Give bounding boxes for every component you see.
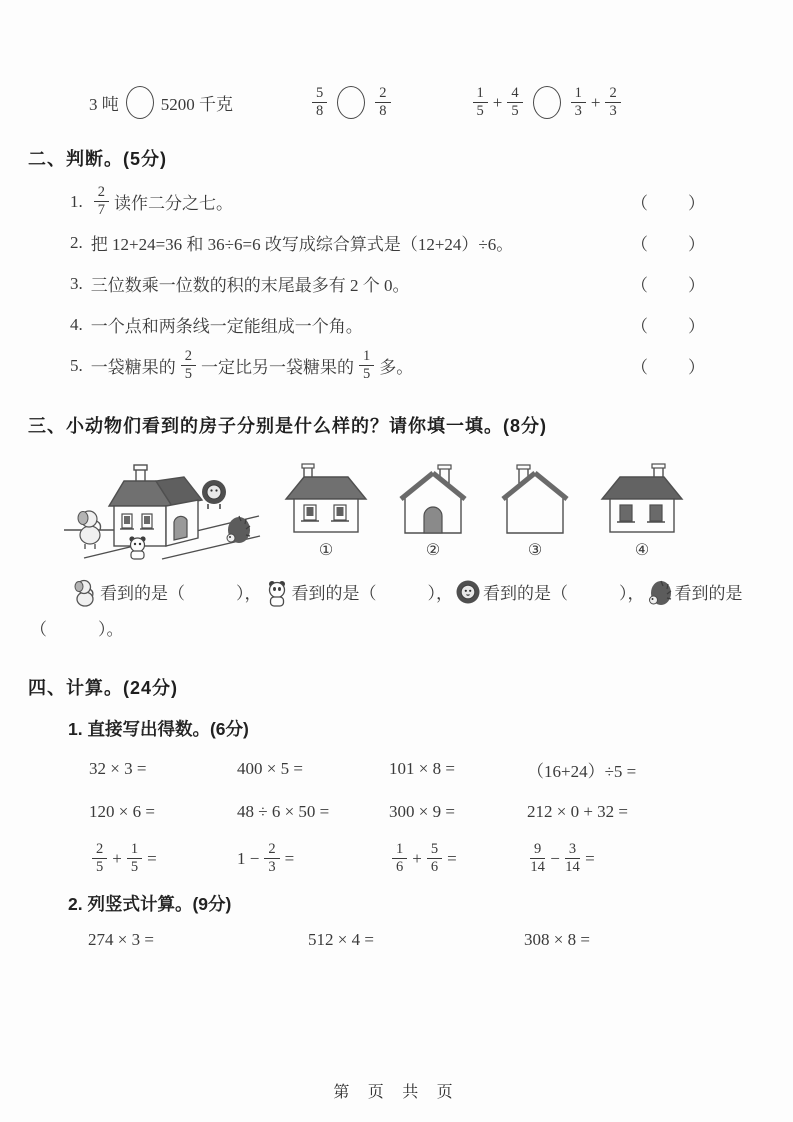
lion-icon	[453, 584, 483, 603]
judge-answer-blank[interactable]: （ ）	[631, 194, 707, 214]
comparison-circle	[337, 86, 365, 119]
calc-expression[interactable]	[236, 842, 388, 875]
fraction: $\frac{5}{6}$	[427, 842, 442, 875]
vertical-calc-expression[interactable]: 274 × 3 =	[88, 930, 154, 950]
fill-text[interactable]: 看到的是（ ），	[291, 584, 453, 604]
fill-segment	[453, 584, 645, 603]
expression-text: （16+24）÷5 =	[527, 761, 637, 781]
expression-text: 120 × 6 =	[89, 801, 155, 821]
judge-item-statement	[90, 312, 631, 337]
fill-segment	[70, 584, 262, 603]
judge-item-statement	[90, 349, 631, 382]
calc-expression[interactable]	[526, 757, 763, 782]
house-label-4: ④	[634, 542, 650, 560]
direct-calc-grid	[88, 757, 763, 875]
expression-text: 把 12+24=36 和 36÷6=6 改写成综合算式是（12+24）÷6。	[90, 235, 514, 255]
judge-item-statement	[90, 230, 631, 255]
expression-text: +	[590, 92, 601, 112]
fraction: $\frac{1}{5}$	[473, 86, 488, 119]
vertical-calc-row	[88, 930, 763, 950]
expression-text: 32 × 3 =	[89, 759, 147, 779]
panda-icon	[262, 584, 292, 603]
judge-item-number: 4.	[70, 314, 83, 334]
judge-answer-blank[interactable]: （ ）	[631, 317, 707, 337]
expression-text: 212 × 0 + 32 =	[527, 801, 629, 821]
observe-fill-line	[30, 576, 763, 647]
fraction: $\frac{5}{8}$	[312, 86, 327, 119]
expression-text: 48 ÷ 6 × 50 =	[237, 801, 330, 821]
observe-section-heading: 三、小动物们看到的房子分别是什么样的？请你填一填。(8分)	[28, 416, 547, 437]
calc-section-heading: 四、计算。(24分)	[28, 677, 179, 698]
calc-expression[interactable]	[388, 802, 526, 822]
expression-text: =	[447, 848, 457, 868]
house-option-4	[594, 462, 690, 560]
judge-item-number: 5.	[70, 355, 83, 375]
elephant-icon	[70, 584, 100, 603]
calc-expression[interactable]	[236, 802, 388, 822]
fraction: $\frac{4}{5}$	[507, 86, 522, 119]
fraction: $\frac{3}{14}$	[565, 840, 580, 876]
judge-item-statement	[90, 185, 631, 218]
comparison-item	[469, 86, 625, 119]
expression-text: 读作二分之七。	[114, 194, 233, 214]
expression-text: 101 × 8 =	[389, 759, 455, 779]
fill-text[interactable]: 看到的是（ ），	[100, 584, 262, 604]
calc-expression[interactable]	[88, 842, 236, 875]
lion-icon	[202, 480, 226, 509]
comparison-row	[88, 0, 793, 119]
judge-item-number: 3.	[70, 273, 83, 293]
house-label-1: ①	[318, 542, 334, 560]
fraction: $\frac{2}{5}$	[181, 349, 196, 382]
expression-text: 3 吨	[89, 95, 119, 115]
vertical-calc-expression[interactable]: 512 × 4 =	[308, 930, 374, 950]
expression-text: 一个点和两条线一定能组成一个角。	[90, 317, 363, 337]
expression-text: 400 × 5 =	[237, 759, 303, 779]
fraction: $\frac{1}{5}$	[127, 842, 142, 875]
fraction: $\frac{9}{14}$	[530, 840, 545, 876]
expression-text: 一袋糖果的	[90, 358, 176, 378]
expression-text: −	[550, 848, 560, 868]
house-option-3	[492, 462, 578, 560]
hedgehog-icon	[227, 516, 250, 543]
fraction: $\frac{1}{5}$	[359, 349, 374, 382]
expression-text: 300 × 9 =	[389, 801, 455, 821]
calc-expression[interactable]	[88, 759, 236, 779]
judge-item	[70, 304, 707, 345]
vertical-calc-title: 2. 列竖式计算。(9分)	[68, 894, 232, 915]
fill-text[interactable]: 看到的是（ ），	[483, 584, 645, 604]
expression-text: +	[412, 848, 422, 868]
fraction: $\frac{1}{3}$	[571, 86, 586, 119]
judge-answer-blank[interactable]: （ ）	[631, 358, 707, 378]
scene-door-icon	[174, 517, 187, 541]
page-footer: 第 页 共 页	[333, 1084, 460, 1101]
house-option-2	[390, 462, 476, 560]
expression-text: +	[492, 92, 503, 112]
calc-expression[interactable]	[88, 802, 236, 822]
fraction: $\frac{2}{7}$	[94, 185, 109, 218]
judge-item-number: 1.	[70, 191, 83, 211]
comparison-item	[308, 86, 395, 119]
house-label-3: ③	[527, 542, 543, 560]
expression-text: 一定比另一袋糖果的	[201, 358, 354, 378]
expression-text: +	[112, 848, 122, 868]
expression-text: 三位数乘一位数的积的末尾最多有 2 个 0。	[90, 276, 410, 296]
comparison-circle	[533, 86, 561, 119]
expression-text: 5200 千克	[160, 95, 233, 115]
direct-calc-title: 1. 直接写出得数。(6分)	[68, 718, 249, 739]
judge-list	[0, 181, 793, 386]
judge-item-number: 2.	[70, 232, 83, 252]
elephant-icon	[78, 511, 101, 549]
fraction: $\frac{2}{3}$	[605, 86, 620, 119]
comparison-circle	[126, 86, 154, 119]
expression-text: =	[284, 848, 295, 868]
vertical-calc-expression[interactable]: 308 × 8 =	[524, 930, 590, 950]
observe-illustration	[62, 456, 793, 560]
fill-text[interactable]: 看到的是（ ）。	[30, 584, 743, 640]
comparison-item	[88, 86, 234, 119]
expression-text: =	[585, 848, 595, 868]
fraction: $\frac{1}{6}$	[392, 842, 407, 875]
judge-item	[70, 345, 707, 386]
expression-text: 1 −	[237, 848, 260, 868]
calc-expression[interactable]	[526, 802, 763, 822]
judge-item	[70, 181, 707, 222]
panda-icon	[129, 537, 145, 560]
fill-segment	[262, 584, 454, 603]
judge-item	[70, 222, 707, 263]
judge-item-statement	[90, 271, 631, 296]
fraction: $\frac{2}{3}$	[264, 842, 279, 875]
house-scene-image	[62, 456, 262, 560]
expression-text: =	[147, 848, 157, 868]
hedgehog-icon	[645, 584, 675, 603]
judge-section-heading: 二、判断。(5分)	[28, 149, 167, 170]
fraction: $\frac{2}{8}$	[375, 86, 390, 119]
house-option-1	[278, 462, 374, 560]
fraction: $\frac{2}{5}$	[92, 842, 107, 875]
calc-expression[interactable]	[388, 842, 526, 875]
expression-text: 多。	[379, 358, 414, 378]
calc-expression[interactable]	[236, 759, 388, 779]
house-label-2: ②	[425, 542, 441, 560]
judge-item	[70, 263, 707, 304]
judge-answer-blank[interactable]: （ ）	[631, 235, 707, 255]
calc-expression[interactable]	[526, 842, 763, 875]
calc-expression[interactable]	[388, 759, 526, 779]
judge-answer-blank[interactable]: （ ）	[631, 276, 707, 296]
